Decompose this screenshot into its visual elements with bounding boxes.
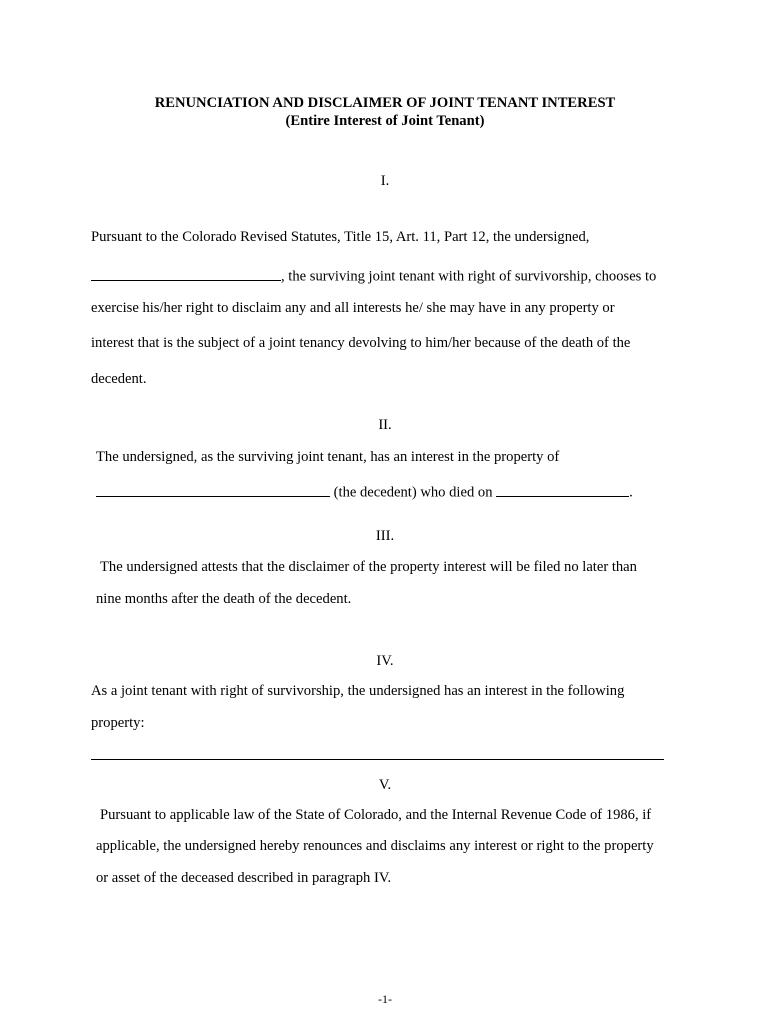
section-ii-line-1: The undersigned, as the surviving joint tenant, has an interest in the property of [96,449,560,465]
section-v-line-1: Pursuant to applicable law of the State of Colorado, and the Internal Revenue Code of 1986, if [100,807,652,823]
section-i-line-4: interest that is the subject of a joint tenancy devolving to him/her because of the death of the [91,335,631,351]
tenant-name-blank[interactable] [91,265,281,281]
section-iii-line-1: The undersigned attests that the disclaimer of the property interest will be filed no later than [100,559,637,575]
section-i-line-5: decedent. [91,371,147,387]
section-ii-line-2-end: . [629,484,633,501]
section-i-line-2 [91,265,656,284]
decedent-name-blank[interactable] [96,481,330,497]
page-number: -1- [378,992,392,1006]
section-i-line-3: exercise his/her right to disclaim any and all interests he/ she may have in any property or [91,300,615,316]
section-iv-line-2: property: [91,715,145,731]
section-i-numeral: I. [380,173,390,189]
section-iv-numeral: IV. [376,653,394,669]
section-v-line-2: applicable, the undersigned hereby renounces and disclaims any interest or right to the property [96,838,654,854]
document-subtitle: (Entire Interest of Joint Tenant) [285,113,485,129]
section-iv-line-1: As a joint tenant with right of survivorship, the undersigned has an interest in the following [91,683,625,699]
section-i-line-1: Pursuant to the Colorado Revised Statutes, Title 15, Art. 11, Part 12, the undersigned, [91,229,590,245]
section-i-line-2-text: , the surviving joint tenant with right of survivorship, chooses to [281,268,657,285]
section-ii-numeral: II. [378,417,392,433]
section-v-numeral: V. [378,777,392,793]
section-ii-line-2 [96,481,633,500]
document-title: RENUNCIATION AND DISCLAIMER OF JOINT TENANT INTEREST [154,95,616,111]
section-iii-numeral: III. [375,528,395,544]
section-ii-line-2-mid: (the decedent) who died on [330,484,497,501]
section-iii-line-2: nine months after the death of the decedent. [96,591,352,607]
section-v-line-3: or asset of the deceased described in paragraph IV. [96,870,392,886]
property-description-blank[interactable] [91,759,664,760]
date-of-death-blank[interactable] [496,481,629,497]
